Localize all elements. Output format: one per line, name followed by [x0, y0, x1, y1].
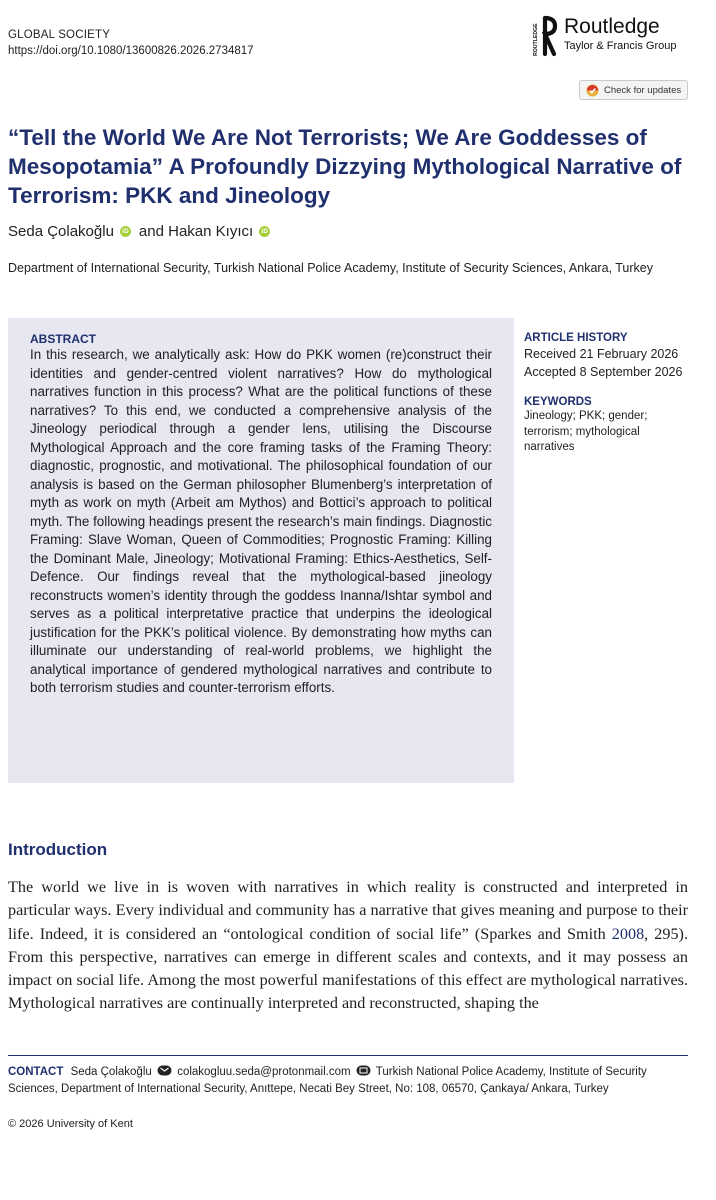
- author-name[interactable]: and Hakan Kıyıcı: [138, 223, 254, 240]
- footer-divider: [8, 1055, 688, 1056]
- routledge-logo-icon: [532, 14, 558, 58]
- author-list: [8, 223, 278, 240]
- introduction-text: [8, 876, 688, 1016]
- publisher-logo[interactable]: [532, 14, 676, 58]
- doi-link[interactable]: https://doi.org/10.1080/13600826.2026.2734817: [8, 45, 254, 57]
- publisher-name: Routledge: [564, 15, 660, 38]
- received-date: Received 21 February 2026: [524, 347, 679, 361]
- article-history-heading: ARTICLE HISTORY: [524, 332, 628, 344]
- publisher-vertical-text: ROUTLEDGE: [533, 23, 539, 56]
- contact-label: CONTACT: [8, 1066, 64, 1078]
- accepted-date: Accepted 8 September 2026: [524, 365, 683, 379]
- check-for-updates-label: Check for updates: [604, 84, 682, 96]
- abstract-text: In this research, we analytically ask: How do PKK women (re)construct their identities and gender-centred violent narratives? How do mythological narratives function in this process? What are the political functions of these narratives? To this end, we conducted a comprehensive analysis of the Jineology periodical through a gender lens, utilising the Discourse Mythological Approach and the core framing tasks of the Framing Theory: diagnostic, prognostic, and motivational. The philosophical foundation of our analysis is based on the German philosopher Blumenberg’s interpretation of myth as work on myth (Arbeit am Mythos) and Bottici’s approach to political myth. The following headings present the research’s main findings. Diagnostic Framing: Slave Woman, Queen of Commodities; Prognostic Framing: Killing the Dominant Male, Jineology; Motivational Framing: Ethics-Aesthetics, Self-Defence. Our findings reveal that the mythological-based jineology reconstructs women’s identity through the goddess Inanna/Ishtar symbol and serves as a political interpretative practice that underpins the ideological justification for the PKK’s political violence. By demonstrating how myths can illuminate our understanding of real-world problems, we highlight the analytical importance of gendered mythological narratives and contribute to both terrorism studies and counter-terrorism efforts.: [30, 347, 492, 695]
- citation-link[interactable]: 2008: [611, 924, 645, 943]
- journal-name: GLOBAL SOCIETY: [8, 29, 111, 41]
- intro-text-part: The world we live in is woven with narratives in which reality is constructed and interpreted in particular ways. Every individual and community has a narrative that gives meaning and purpose to their life. Indeed, it is considered an “ontological condition of social life” (Sparkes and Smith: [8, 878, 688, 943]
- keywords-heading: KEYWORDS: [524, 396, 592, 408]
- contact-email-link[interactable]: colakogluu.seda@protonmail.com: [177, 1066, 351, 1078]
- publisher-subtitle: Taylor & Francis Group: [564, 40, 677, 52]
- email-icon: [157, 1065, 172, 1076]
- abstract-heading: ABSTRACT: [30, 332, 96, 346]
- introduction-heading: Introduction: [8, 840, 108, 859]
- contact-name: Seda Çolakoğlu: [70, 1066, 152, 1078]
- abstract-box: [8, 318, 514, 783]
- orcid-icon[interactable]: iD: [259, 226, 270, 237]
- crossmark-icon: [586, 84, 599, 97]
- copyright-notice: © 2026 University of Kent: [8, 1118, 133, 1130]
- keywords-list: Jineology; PKK; gender; terrorism; mythological narratives: [524, 410, 648, 453]
- article-title: “Tell the World We Are Not Terrorists; We Are Goddesses of Mesopotamia” A Profoundly Dizzying Mythological Narrative of Terrorism: PKK and Jineology: [8, 125, 682, 208]
- orcid-icon[interactable]: iD: [120, 226, 131, 237]
- affiliation: Department of International Security, Turkish National Police Academy, Institute of Security Sciences, Ankara, Turkey: [8, 261, 653, 275]
- article-sidebar: [524, 331, 714, 456]
- intro-text-part: , 295). From this perspective, narratives can emerge in different scales and contexts, and it may possess an impact on social life. Among the most powerful manifestations of this effect are mythological narratives. Mythological narratives are continually interpreted and reconstructed, shaping the: [8, 924, 688, 1013]
- author-name[interactable]: Seda Çolakoğlu: [8, 223, 114, 240]
- contact-address: Turkish National Police Academy, Institute of Security Sciences, Department of International Security, Anıttepe, Necati Bey Street, No: 108, 06570, Çankaya/ Ankara, Turkey: [8, 1066, 647, 1095]
- contact-info: [8, 1064, 698, 1098]
- check-for-updates-button[interactable]: [579, 80, 688, 100]
- address-icon: [356, 1065, 371, 1076]
